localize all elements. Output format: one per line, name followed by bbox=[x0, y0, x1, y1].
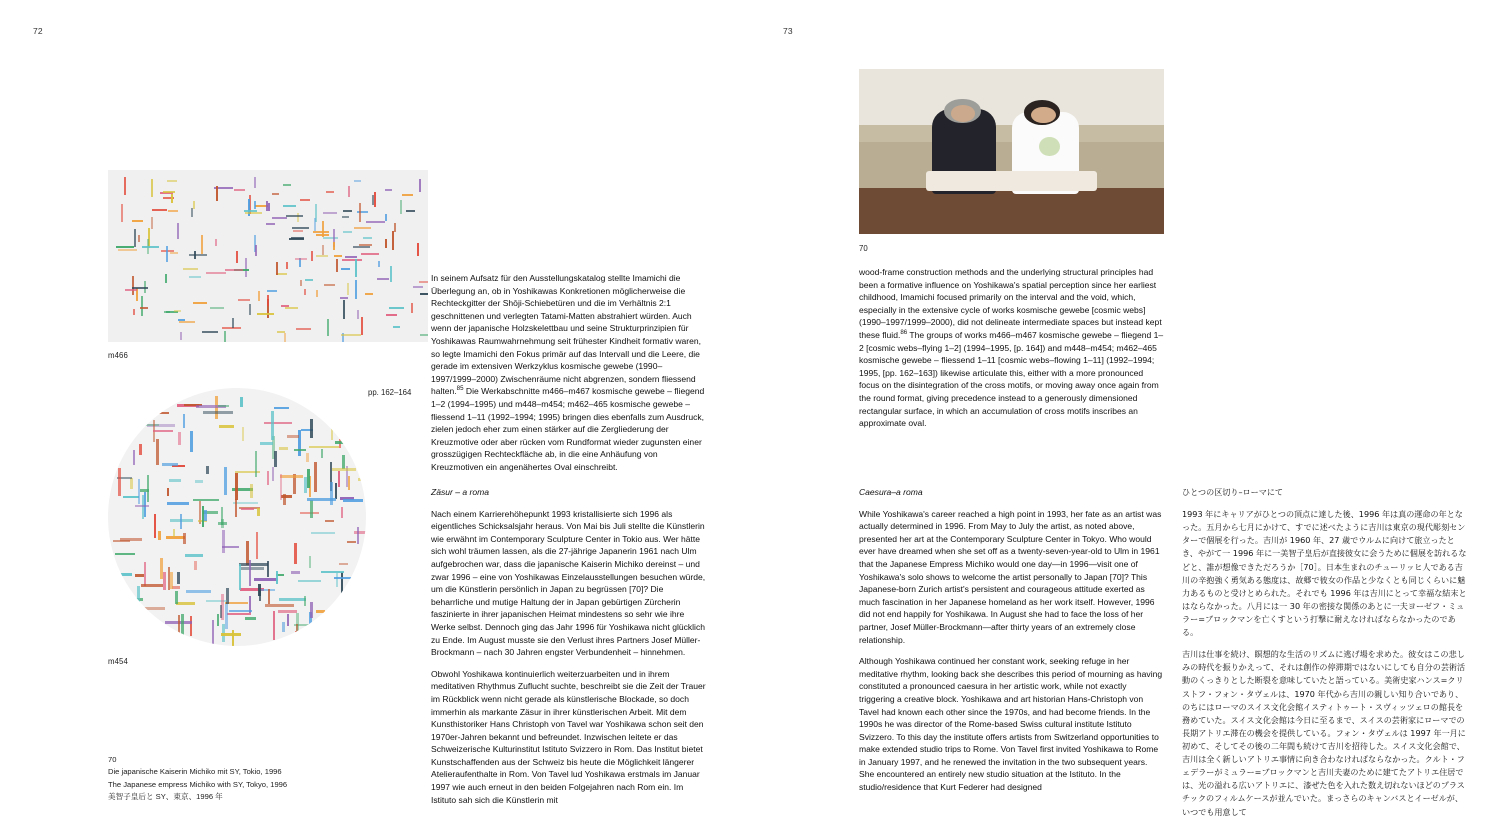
right-column-text-1 bbox=[859, 266, 1164, 430]
photo-number: 70 bbox=[859, 244, 868, 253]
page-number-right: 73 bbox=[783, 26, 793, 36]
photo-person-left-face bbox=[951, 105, 975, 122]
jp-col3-para2: 吉川は仕事を続け、瞑想的な生活のリズムに逃げ場を求めた。彼女はこの悲しみの時代を振りかえって、それは創作の停滞期ではないにしても自分の芸術活動のくっきりとした断裂を意味していたと語っている。美術史家ハンス=クリストフ・フォン・タヴェルは、1970 年代から吉川の親しい知り合いであり、のちにはローマのスイス文化会館イスティトゥート・スヴィッツェロの館長を務めていた。スイス文化会館は今日に至るまで、スイスの芸術家にローマでの長期アトリエ滞在の機会を提供している。フォン・タヴェルは 1997 年一月に初めて、そしてその後の二年間も続けて吉川を招待した。スイス文化会館で、吉川は全く新しいアトリエ事情に向き合わなければならなかった。クルト・フェデラーがミュラー=ブロックマンと吉川夫妻のために建てたアトリエ住居では、光の溢れる広いアトリエに、漆ぜた色を入れた数え切れないほどのプラスチックのフィルムケースが並んでいた。まっさらのキャンバスとイーゼルが、いつでも用意して bbox=[1182, 649, 1466, 817]
left-column-text-1 bbox=[431, 272, 707, 474]
jp-subhead: ひとつの区切り–ローマにて bbox=[1182, 487, 1284, 497]
right-column-text-3-japanese bbox=[1182, 486, 1467, 819]
en-col2-para2: Although Yoshikawa continued her constant work, seeking refuge in her meditative rhythm, looking back she describes this period of mourning as having constituted a pronounced caesura in her artistic work, while not exactly triggering a creative block. Yoshikawa and art historian Hans-Christoph von Tavel had known each other since the 1970s, and had become friends. In the 1990s he was director of the Rome-based Swiss cultural institute Istituto Svizzero. To this day the institute offers artists from Switzerland opportunities to make extended studio trips to Rome. Von Tavel first invited Yoshikawa to Rome in January 1997, and he renewed the invitation in the two subsequent years. She encountered an entirely new studio situation at the Istituto. In the studio/residence that Kurt Federer had designed bbox=[859, 656, 1163, 793]
jp-col3-para1: 1993 年にキャリアがひとつの頂点に達した後、1996 年は真の運命の年となった。五月から七月にかけて、すでに述べたように吉川は東京の現代彫刻センターで個展を行った。吉川が 1960 年、27 歳でウルムに向けて旅立ったとき、やがて一 1996 年に一美智子皇后が直接彼女に会うために個展を訪れるなどと、誰が想像できただろうか［70］。日本生まれのチューリッヒ人である吉川の辛抱強く勇気ある態度は、故郷で彼女の作品と少なくとも同じくらいに魅力あるものと受けとめられた。それでも 1996 年は吉川にとって幸福な結末とはならなかった。八月には一 30 年の密接な関係のあとに一夫ヨーゼフ・ミュラー=ブロックマンを亡くすという打撃に耐えなければならなかったのである。 bbox=[1182, 509, 1467, 638]
photo-table bbox=[926, 171, 1097, 191]
de-footnote-85: 85 bbox=[456, 385, 464, 393]
photo-caption-en: The Japanese empress Michiko with SY, Tokyo, 1996 bbox=[108, 779, 288, 789]
page-number-left: 72 bbox=[33, 26, 43, 36]
de-col2-para1: Nach einem Karrierehöhepunkt 1993 kristallisierte sich 1996 als eigentliches Schicksalsjahr heraus. Von Mai bis Juli stellte die Künstlerin wie erwähnt im Contemporary Sculpture Center in Tokio aus. Wer hätte sich wohl träumen lassen, als die 27-jährige Japanerin 1961 nach Ulm aufgebrochen war, dass die japanische Kaiserin Michiko dereinst – und zwar 1996 – eine von Yoshikawas Einzelausstellungen besuchen würde, um die Künstlerin persönlich in Japan zu begrüssen [70]? Die beharrliche und mutige Haltung der in Japan gebürtigen Zürcherin faszinierte in ihrer japanischen Heimat mindestens so sehr wie ihre Werke selbst. Dennoch ging das Jahr 1996 für Yoshikawa nicht glücklich zu Ende. Im August musste sie den Verlust ihres Partners Josef Müller-Brockmann – nach 30 Jahren engster Verbundenheit – hinnehmen. bbox=[431, 508, 706, 658]
photo-caption-de: Die japanische Kaiserin Michiko mit SY, Tokio, 1996 bbox=[108, 767, 282, 777]
en-col1-para1b: The groups of works m466–m467 kosmische gewebe – fliegend 1–2 [cosmic webs–flying 1–2] (1994–1995, [p. 164]) and m448–m454; m462–465 kosmische gewebe – fliessend 1–11 [cosmic webs–flowing 1–11] (1992–1994; 1995, [pp. 162–163]) likewise articulate this, either with a more pronounced focus on the disintegration of the cross motifs, or moving away once again from the round format, giving precedence instead to a generously dimensioned rectangular surface, in which an accumulation of cross motifs inscribes an approximate oval. bbox=[859, 329, 1164, 429]
photograph-empress-michiko bbox=[859, 69, 1164, 234]
figure-m454-caption: m454 bbox=[108, 657, 128, 666]
photo-floor bbox=[859, 188, 1164, 234]
page-reference: pp. 162–164 bbox=[368, 388, 412, 397]
en-footnote-86: 86 bbox=[900, 329, 908, 337]
photo-caption-number: 70 bbox=[108, 755, 117, 764]
right-column-text-2 bbox=[859, 486, 1164, 794]
photo-person-right-face bbox=[1031, 107, 1055, 124]
en-subhead: Caesura–a roma bbox=[859, 487, 923, 497]
figure-m454 bbox=[108, 388, 366, 646]
de-col2-para2: Obwohl Yoshikawa kontinuierlich weiterzuarbeiten und in ihrem meditativen Rhythmus Zuflucht suchte, beschreibt sie die Zeit der Trauer im Rückblick wenn nicht gerade als künstlerische Blockade, so doch immerhin als markante Zäsur in ihrer künstlerischen Arbeit. Mit dem Kunsthistoriker Hans Christoph von Tavel war Yoshikawa schon seit den 1970er-Jahren bekannt und befreundet. Inzwischen leitete er das Schweizerische Kulturinstitut Istituto Svizzero in Rom. Das Institut bietet Kunstschaffenden aus der Schweiz bis heute die Möglichkeit längerer Atelieraufenthalte in Rom. Von Tavel lud Yoshikawa erstmals im Januar 1997 wie auch erneut in den beiden Folgejahren nach Rom ein. Im Istituto sah sich die Künstlerin mit bbox=[431, 668, 706, 805]
de-col1-para1: In seinem Aufsatz für den Ausstellungskatalog stellte Imamichi die Überlegung an, ob in Yoshikawas Konkretionen möglicherweise die Rechteckgitter der Shōji-Schiebetüren und die im Verhältnis 2:1 geschnittenen und verlegten Tatami-Matten abstrahiert würden. Auch wenn der japanische Holzskelettbau und seine Strukturprinzipien für Yoshikawas Raumwahrnehmung seit frühester Kindheit formativ waren, so legte Imamichi den Fokus primär auf das Intervall und die Leere, die gerade im extensiven Werkzyklus kosmische gewebe (1990–1997/1999–2000) Zwischenräume nicht abgrenzen, sondern fliessend halten. bbox=[431, 273, 701, 397]
en-col2-para1: While Yoshikawa's career reached a high point in 1993, her fate as an artist was actually determined in 1996. From May to July the artist, as noted above, presented her art at the Contemporary Sculpture Center in Tokyo. Who would ever have dreamed when she set off as a twenty-seven-year-old to Ulm in 1961 that the Japanese Empress Michiko would one day—in 1996—visit one of Yoshikawa's solo shows to welcome the artist personally to Japan [70]? This Japanese-born Zurich artist's persistent and courageous attitude exerted as much fascination in her Japanese homeland as her work itself. However, 1996 did not end happily for Yoshikawa. In August she had to face the loss of her partner, Josef Müller-Brockmann—after thirty years of an extremely close relationship. bbox=[859, 508, 1162, 645]
photo-caption-block bbox=[108, 754, 408, 803]
figure-m466 bbox=[108, 170, 428, 342]
de-col1-para1b: Die Werkabschnitte m466–m467 kosmische gewebe – fliegend 1–2 (1994–1995) und m448–m454; m462–465 kosmische gewebe – fliessend 1–11 (1992–1994; 1995) bringen dies ebenfalls zum Ausdruck, zielen jedoch eher zum einen stärker auf die Zergliederung der Kreuzmotive oder aber rücken vom Rundformat wieder zugunsten einer grosszügigen Rechteckfläche ab, in die eine Anhäufung von Kreuzmotiven ein angenähertes Oval einschreibt. bbox=[431, 386, 705, 472]
photo-caption-jp: 美智子皇后と SY、東京、1996 年 bbox=[108, 791, 223, 801]
de-subhead: Zäsur – a roma bbox=[431, 487, 489, 497]
figure-m466-caption: m466 bbox=[108, 351, 128, 360]
en-col1-para1: wood-frame construction methods and the underlying structural principles had been a formative influence on Yoshikawa's spatial perception since her earliest childhood, Imamichi focused primarily on the interval and the void, which, especially in the extensive cycle of works kosmische gewebe [cosmic webs] (1990–1997/1999–2000), did not delineate intermediate spaces but instead kept these fluid. bbox=[859, 267, 1162, 340]
left-column-text-2 bbox=[431, 486, 707, 806]
